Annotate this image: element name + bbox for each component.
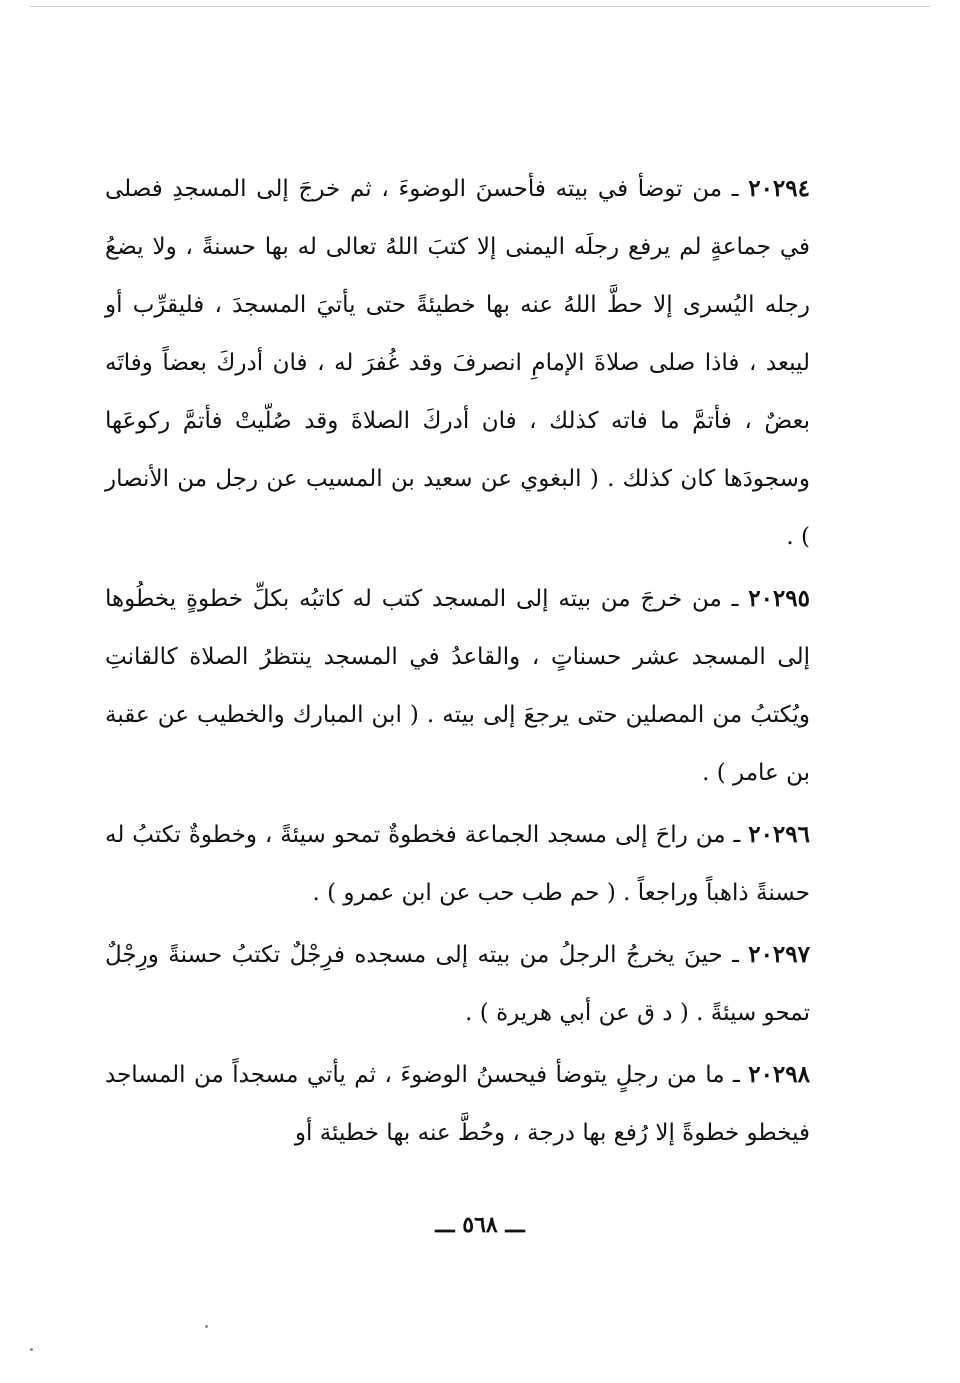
hadith-number: ٢٠٢٩٤ (748, 175, 810, 202)
hadith-text: ـ من توضأ في بيته فأحسنَ الوضوءَ ، ثم خرجَ إلى المسجدِ فصلى في جماعةٍ لم يرفع رجلَه اليمنى إلا كتبَ اللهُ تعالى له بها حسنةً ، ولا يضعُ رجله اليُسرى إلا حطَّ اللهُ عنه بها خطيئةً حتى يأتيَ المسجدَ ، فليقرِّب أو ليبعد ، فاذا صلى صلاةَ الإمامِ انصرفَ وقد غُفرَ له ، فان أدركَ بعضاً وفاتَه بعضٌ ، فأتمَّ ما فاته كذلك ، فان أدركَ الصلاةَ وقد صُلّيتْ فأتمَّ ركوعَها وسجودَها كان كذلك . ( البغوي عن سعيد بن المسيب عن رجل من الأنصار ) . (105, 176, 810, 550)
hadith-20296 (105, 806, 810, 922)
hadith-text: ـ من راحَ إلى مسجد الجماعة فخطوةٌ تمحو سيئةً ، وخطوةٌ تكتبُ له حسنةً ذاهباً وراجعاً . ( حم طب حب عن ابن عمرو ) . (105, 822, 810, 906)
hadith-number: ٢٠٢٩٨ (748, 1061, 810, 1088)
hadith-20297 (105, 926, 810, 1042)
hadith-text-block (105, 160, 810, 1166)
hadith-number: ٢٠٢٩٧ (748, 941, 810, 968)
hadith-20295 (105, 570, 810, 802)
page-number: ـــ ٥٦٨ ـــ (435, 1212, 525, 1238)
hadith-number: ٢٠٢٩٥ (748, 585, 810, 612)
scan-edge-line (30, 6, 930, 7)
hadith-text: ـ من خرجَ من بيته إلى المسجد كتب له كاتبُه بكلِّ خطوةٍ يخطُوها إلى المسجد عشر حسناتٍ ، والقاعدُ في المسجد ينتظرُ الصلاة كالقانتِ ويُكتبُ من المصلين حتى يرجعَ إلى بيته . ( ابن المبارك والخطيب عن عقبة بن عامر ) . (105, 586, 810, 786)
scan-speck (30, 1348, 33, 1351)
hadith-number: ٢٠٢٩٦ (748, 821, 810, 848)
hadith-text: ـ ما من رجلٍ يتوضأ فيحسنُ الوضوءَ ، ثم يأتي مسجداً من المساجد فيخطو خطوةً إلا رُفع بها درجة ، وحُطَّ عنه بها خطيئة أو (105, 1062, 810, 1146)
hadith-20298 (105, 1046, 810, 1162)
hadith-20294 (105, 160, 810, 566)
scan-speck (205, 1325, 208, 1328)
hadith-text: ـ حينَ يخرجُ الرجلُ من بيته إلى مسجده فرِجْلٌ تكتبُ حسنةً ورِجْلٌ تمحو سيئةً . ( د ق عن أبي هريرة ) . (105, 942, 810, 1026)
